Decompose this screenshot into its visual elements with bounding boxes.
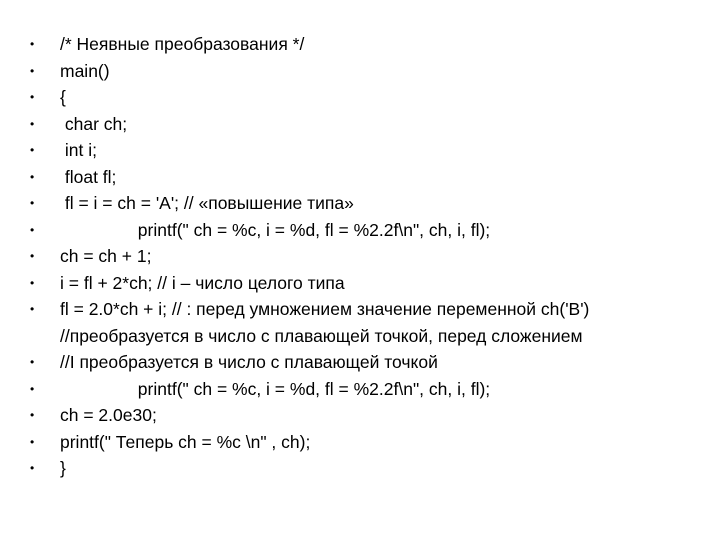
code-line-7 xyxy=(30,190,700,217)
code-line-6 xyxy=(30,164,700,191)
code-text: ch = 2.0e30; xyxy=(60,405,157,425)
code-text: //I преобразуется в число с плавающей точкой xyxy=(60,352,438,372)
code-line-11 xyxy=(30,296,700,349)
bullet-icon: • xyxy=(30,408,35,422)
code-text: char ch; xyxy=(60,113,128,134)
code-text: /* Неявные преобразования */ xyxy=(60,34,305,54)
code-text: fl = i = ch = 'A'; // «повышение типа» xyxy=(60,193,354,213)
bullet-icon: • xyxy=(30,434,35,449)
code-text: printf(" ch = %c, i = %d, fl = %2.2f\n", ch, i, fl); xyxy=(60,378,491,399)
code-text: main() xyxy=(60,60,110,81)
bullet-icon: • xyxy=(30,275,35,290)
code-text: printf(" Теперь ch = %c \n" , ch); xyxy=(60,431,311,452)
bullet-icon: • xyxy=(30,90,35,104)
code-line-5 xyxy=(30,137,700,164)
code-list xyxy=(30,31,700,482)
code-text: ch = ch + 1; xyxy=(60,246,152,266)
bullet-icon: • xyxy=(30,355,35,369)
code-line-1 xyxy=(30,31,700,58)
code-text: } xyxy=(60,458,66,478)
bullet-icon: • xyxy=(30,169,35,184)
code-text: printf(" ch = %c, i = %d, fl = %2.2f\n", ch, i, fl); xyxy=(60,219,491,240)
code-line-14 xyxy=(30,402,700,429)
code-line-3 xyxy=(30,84,700,111)
code-text: float fl; xyxy=(60,166,117,187)
bullet-icon: • xyxy=(30,381,35,396)
code-line-15 xyxy=(30,429,700,456)
code-text: int i; xyxy=(60,140,97,160)
code-line-13 xyxy=(30,376,700,403)
code-text: i = fl + 2*ch; // i – число целого типа xyxy=(60,272,345,293)
bullet-icon: • xyxy=(30,461,35,475)
code-text: fl = 2.0*ch + i; // : перед умножением значение переменной ch('B') xyxy=(60,299,590,319)
bullet-icon: • xyxy=(30,249,35,263)
bullet-icon: • xyxy=(30,116,35,131)
code-line-10 xyxy=(30,270,700,297)
bullet-icon: • xyxy=(30,37,35,51)
bullet-icon: • xyxy=(30,63,35,78)
code-text-continuation: //преобразуется в число с плавающей точкой, перед сложением xyxy=(60,325,583,346)
code-line-4 xyxy=(30,111,700,138)
bullet-icon: • xyxy=(30,196,35,210)
code-line-12 xyxy=(30,349,700,376)
code-line-9 xyxy=(30,243,700,270)
code-line-2 xyxy=(30,58,700,85)
bullet-icon: • xyxy=(30,302,35,316)
code-text: { xyxy=(60,87,66,107)
code-line-16 xyxy=(30,455,700,482)
bullet-icon: • xyxy=(30,143,35,157)
bullet-icon: • xyxy=(30,222,35,237)
code-line-8 xyxy=(30,217,700,244)
